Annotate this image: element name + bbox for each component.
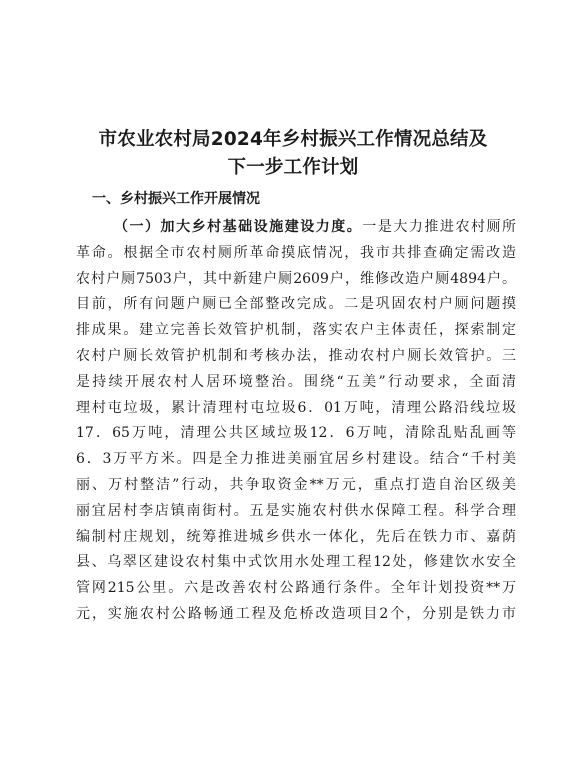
body-line: 编制村庄规划，统筹推进城乡供水一体化，先后在铁力市、嘉荫 [76, 528, 516, 545]
body-line: 管网215公里。六是改善农村公路通行条件。全年计划投资**万 [76, 580, 516, 597]
body-line: 元，实施农村公路畅通工程及危桥改造项目2个，分别是铁力市 [76, 605, 516, 622]
body-line: 农村户厕7503户，其中新建户厕2609户，维修改造户厕4894户。 [76, 270, 516, 287]
body-line: 丽、万村整洁”行动，共争取资金**万元，重点打造自治区级美 [76, 476, 516, 493]
body-line: 6．3万平方米。四是全力推进美丽宜居乡村建设。结合“千村美 [76, 451, 516, 468]
section-heading: 一、乡村振兴工作开展情况 [92, 191, 260, 207]
body-line: 是持续开展农村人居环境整治。围绕“五美”行动要求，全面清 [76, 373, 516, 390]
paragraph-lead: （一）加大乡村基础设施建设力度。 [114, 219, 363, 235]
body-line: 革命。根据全市农村厕所革命摸底情况，我市共排查确定需改造 [76, 244, 516, 261]
document-title-line-2: 下一步工作计划 [227, 157, 359, 178]
body-line-text: 一是大力推进农村厕所 [362, 219, 516, 235]
body-line: 县、乌翠区建设农村集中式饮用水处理工程12处，修建饮水安全 [76, 554, 516, 571]
body-line: 排成果。建立完善长效管护机制，落实农户主体责任，探索制定 [76, 322, 516, 339]
body-line: 丽宜居村李店镇南街村。五是实施农村供水保障工程。科学合理 [76, 502, 516, 519]
body-text [76, 216, 516, 629]
body-line: 目前，所有问题户厕已全部整改完成。二是巩固农村户厕问题摸 [76, 296, 516, 313]
body-line [76, 216, 516, 242]
body-line: 17．65万吨，清理公共区域垃圾12．6万吨，清除乱贴乱画等 [76, 425, 516, 442]
body-line: 农村户厕长效管护机制和考核办法，推动农村户厕长效管护。三 [76, 347, 516, 364]
document-title-line-1: 市农业农村局2024年乡村振兴工作情况总结及 [98, 129, 488, 150]
body-line: 理村屯垃圾，累计清理村屯垃圾6．01万吨，清理公路沿线垃圾 [76, 399, 516, 416]
